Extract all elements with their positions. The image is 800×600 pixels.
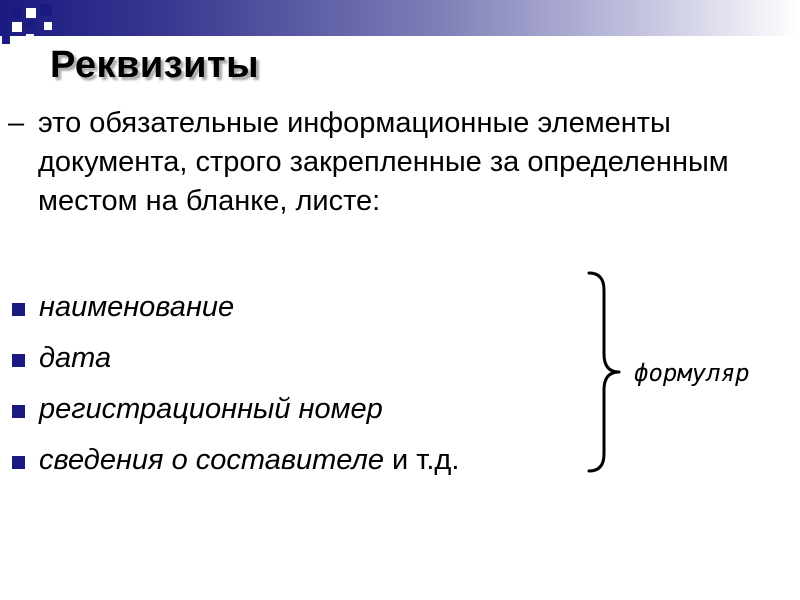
list-item-plain-text: и т.д.: [383, 444, 460, 476]
list-item-text: [39, 336, 111, 380]
definition-dash: –: [8, 107, 25, 139]
list-item-text: [39, 285, 234, 329]
list-item: [12, 285, 459, 336]
list-item-text: [39, 438, 459, 482]
corner-square-icon: [2, 36, 10, 44]
list-item-italic-text: дата: [39, 342, 112, 374]
corner-square-icon: [12, 8, 22, 18]
definition-block: [8, 104, 778, 221]
square-bullet-icon: [12, 303, 25, 316]
list-item-italic-text: наименование: [39, 291, 235, 323]
definition-text: это обязательные информационные элементы документа, строго закрепленные за определенным местом на бланке, листе:: [38, 107, 729, 217]
list-item: [12, 438, 459, 489]
square-bullet-icon: [12, 354, 25, 367]
requisites-list: [12, 285, 459, 489]
list-item: [12, 336, 459, 387]
right-curly-brace-icon: [586, 270, 622, 474]
square-bullet-icon: [12, 456, 25, 469]
corner-square-icon: [26, 34, 34, 42]
corner-square-icon: [44, 22, 52, 30]
corner-square-icon: [26, 20, 36, 30]
list-item: [12, 387, 459, 438]
list-item-italic-text: сведения о составителе: [39, 444, 384, 476]
brace-label: формуляр: [634, 359, 750, 387]
list-item-text: [39, 387, 383, 431]
corner-square-icon: [26, 8, 36, 18]
list-item-italic-text: регистрационный номер: [39, 393, 383, 425]
slide-title: Реквизиты: [50, 44, 260, 86]
header-gradient-band: [0, 0, 800, 36]
corner-square-icon: [12, 22, 22, 32]
square-bullet-icon: [12, 405, 25, 418]
corner-square-icon: [40, 4, 52, 16]
